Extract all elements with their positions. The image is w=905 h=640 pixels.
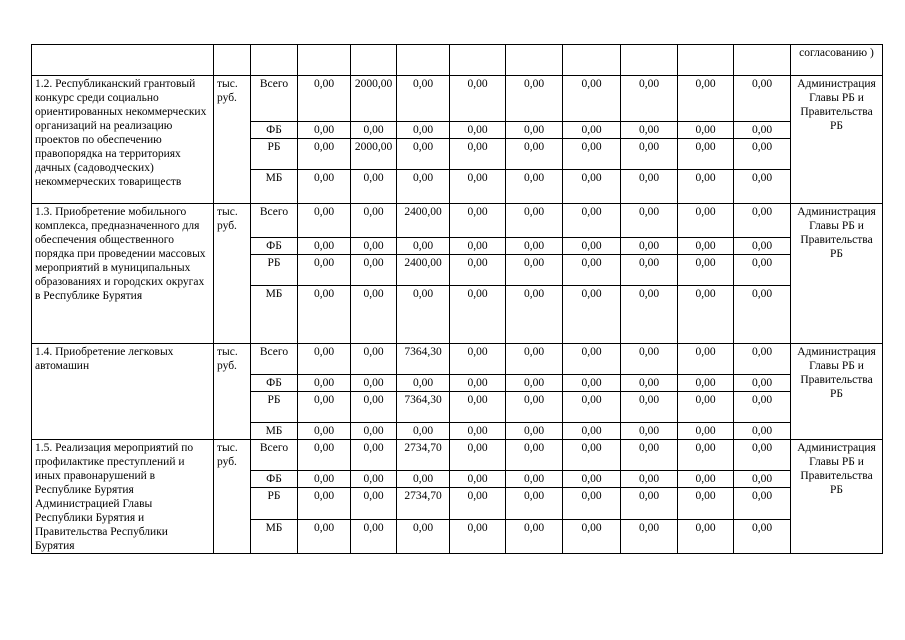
source-label: МБ bbox=[251, 286, 298, 344]
value-cell: 0,00 bbox=[734, 344, 791, 375]
value-cell: 0,00 bbox=[351, 170, 397, 204]
value-cell: 0,00 bbox=[621, 440, 678, 471]
value-cell: 0,00 bbox=[734, 139, 791, 170]
value-cell: 2000,00 bbox=[351, 76, 397, 122]
responsible-cell: Администрация Главы РБ и Правительства РБ bbox=[791, 344, 883, 440]
value-cell: 0,00 bbox=[351, 519, 397, 553]
value-cell: 0,00 bbox=[734, 488, 791, 519]
responsible-cell: Администрация Главы РБ и Правительства РБ bbox=[791, 440, 883, 554]
value-cell: 0,00 bbox=[351, 255, 397, 286]
value-cell: 0,00 bbox=[734, 204, 791, 238]
value-cell: 0,00 bbox=[734, 122, 791, 139]
value-cell: 2400,00 bbox=[397, 255, 450, 286]
value-cell: 0,00 bbox=[450, 440, 506, 471]
value-cell: 0,00 bbox=[506, 122, 563, 139]
table-row bbox=[32, 204, 883, 238]
value-cell: 0,00 bbox=[506, 76, 563, 122]
value-cell: 0,00 bbox=[450, 519, 506, 553]
source-label: ФБ bbox=[251, 122, 298, 139]
source-label: Всего bbox=[251, 440, 298, 471]
value-cell: 0,00 bbox=[450, 255, 506, 286]
value-cell: 0,00 bbox=[734, 255, 791, 286]
value-cell: 0,00 bbox=[450, 139, 506, 170]
source-label: Всего bbox=[251, 344, 298, 375]
value-cell: 7364,30 bbox=[397, 344, 450, 375]
value-cell: 0,00 bbox=[298, 204, 351, 238]
value-cell: 0,00 bbox=[351, 122, 397, 139]
value-cell: 0,00 bbox=[351, 440, 397, 471]
value-cell: 0,00 bbox=[506, 440, 563, 471]
value-cell: 0,00 bbox=[734, 375, 791, 392]
value-cell: 0,00 bbox=[621, 471, 678, 488]
source-label: РБ bbox=[251, 139, 298, 170]
value-cell: 0,00 bbox=[621, 204, 678, 238]
value-cell: 0,00 bbox=[298, 122, 351, 139]
value-cell: 0,00 bbox=[678, 238, 734, 255]
value-cell: 0,00 bbox=[678, 519, 734, 553]
value-cell: 0,00 bbox=[678, 423, 734, 440]
budget-table bbox=[31, 44, 883, 554]
value-cell: 0,00 bbox=[563, 286, 621, 344]
source-label: РБ bbox=[251, 488, 298, 519]
value-cell: 0,00 bbox=[450, 76, 506, 122]
value-cell: 0,00 bbox=[563, 255, 621, 286]
responsible-cell: Администрация Главы РБ и Правительства РБ bbox=[791, 204, 883, 344]
value-cell: 0,00 bbox=[397, 471, 450, 488]
value-cell: 0,00 bbox=[678, 375, 734, 392]
value-cell: 0,00 bbox=[563, 170, 621, 204]
value-cell: 0,00 bbox=[506, 375, 563, 392]
value-cell: 0,00 bbox=[621, 375, 678, 392]
table-row bbox=[32, 344, 883, 375]
value-cell: 0,00 bbox=[678, 139, 734, 170]
value-cell: 0,00 bbox=[621, 238, 678, 255]
value-cell: 0,00 bbox=[450, 375, 506, 392]
value-cell: 0,00 bbox=[351, 286, 397, 344]
value-cell: 0,00 bbox=[621, 170, 678, 204]
value-cell: 0,00 bbox=[298, 471, 351, 488]
value-cell: 0,00 bbox=[351, 375, 397, 392]
value-cell: 0,00 bbox=[621, 344, 678, 375]
value-cell: 0,00 bbox=[563, 519, 621, 553]
value-cell: 0,00 bbox=[397, 286, 450, 344]
value-cell: 0,00 bbox=[678, 344, 734, 375]
value-cell: 0,00 bbox=[506, 204, 563, 238]
value-cell: 0,00 bbox=[506, 519, 563, 553]
value-cell: 0,00 bbox=[678, 440, 734, 471]
value-cell: 0,00 bbox=[351, 392, 397, 423]
value-cell: 0,00 bbox=[734, 471, 791, 488]
measure-name: 1.2. Республиканский грантовый конкурс среди социально ориентированных некоммерческих организаций на реализацию проектов по обеспечению правопорядка на территориях дачных (садоводческих) некоммерческих товариществ bbox=[32, 76, 214, 204]
value-cell: 0,00 bbox=[563, 440, 621, 471]
value-cell: 0,00 bbox=[397, 519, 450, 553]
source-label: МБ bbox=[251, 519, 298, 553]
value-cell: 0,00 bbox=[397, 423, 450, 440]
value-cell: 0,00 bbox=[563, 238, 621, 255]
source-label: Всего bbox=[251, 204, 298, 238]
value-cell: 0,00 bbox=[298, 139, 351, 170]
source-label: ФБ bbox=[251, 375, 298, 392]
unit-cell: тыс. руб. bbox=[214, 344, 251, 440]
value-cell: 0,00 bbox=[621, 139, 678, 170]
value-cell: 0,00 bbox=[563, 139, 621, 170]
value-cell: 0,00 bbox=[450, 238, 506, 255]
value-cell: 0,00 bbox=[298, 286, 351, 344]
table-row bbox=[32, 45, 883, 76]
value-cell: 0,00 bbox=[734, 519, 791, 553]
responsible-cell: Администрация Главы РБ и Правительства РБ bbox=[791, 76, 883, 204]
value-cell: 2000,00 bbox=[351, 139, 397, 170]
value-cell: 0,00 bbox=[351, 238, 397, 255]
value-cell: 0,00 bbox=[298, 375, 351, 392]
value-cell: 0,00 bbox=[734, 170, 791, 204]
value-cell: 0,00 bbox=[506, 286, 563, 344]
value-cell: 0,00 bbox=[298, 170, 351, 204]
value-cell: 0,00 bbox=[621, 76, 678, 122]
source-label: Всего bbox=[251, 76, 298, 122]
value-cell: 0,00 bbox=[450, 392, 506, 423]
value-cell: 2734,70 bbox=[397, 488, 450, 519]
value-cell: 0,00 bbox=[506, 139, 563, 170]
value-cell: 0,00 bbox=[678, 471, 734, 488]
value-cell: 0,00 bbox=[397, 170, 450, 204]
value-cell: 0,00 bbox=[298, 76, 351, 122]
value-cell: 0,00 bbox=[734, 440, 791, 471]
value-cell: 0,00 bbox=[734, 286, 791, 344]
value-cell: 0,00 bbox=[397, 139, 450, 170]
value-cell: 0,00 bbox=[351, 344, 397, 375]
source-label: РБ bbox=[251, 392, 298, 423]
measure-name: 1.4. Приобретение легковых автомашин bbox=[32, 344, 214, 440]
value-cell: 0,00 bbox=[450, 286, 506, 344]
value-cell: 0,00 bbox=[298, 519, 351, 553]
value-cell: 0,00 bbox=[506, 392, 563, 423]
value-cell: 0,00 bbox=[506, 238, 563, 255]
value-cell: 0,00 bbox=[621, 392, 678, 423]
value-cell: 0,00 bbox=[563, 392, 621, 423]
value-cell: 0,00 bbox=[450, 122, 506, 139]
value-cell: 2734,70 bbox=[397, 440, 450, 471]
value-cell: 0,00 bbox=[678, 488, 734, 519]
source-label: МБ bbox=[251, 423, 298, 440]
value-cell: 0,00 bbox=[298, 344, 351, 375]
value-cell: 0,00 bbox=[506, 170, 563, 204]
value-cell: 0,00 bbox=[450, 423, 506, 440]
measure-name: 1.3. Приобретение мобильного комплекса, предназначенного для обеспечения общественного порядка при проведении массовых мероприятий в муниципальных образованиях и городских округах в Республике Бурятия bbox=[32, 204, 214, 344]
value-cell: 0,00 bbox=[563, 204, 621, 238]
value-cell: 0,00 bbox=[678, 170, 734, 204]
value-cell: 0,00 bbox=[298, 440, 351, 471]
value-cell: 0,00 bbox=[621, 423, 678, 440]
value-cell: 0,00 bbox=[506, 488, 563, 519]
value-cell: 0,00 bbox=[734, 76, 791, 122]
value-cell: 0,00 bbox=[678, 204, 734, 238]
value-cell: 0,00 bbox=[563, 344, 621, 375]
value-cell: 0,00 bbox=[563, 76, 621, 122]
value-cell: 0,00 bbox=[678, 255, 734, 286]
value-cell: 0,00 bbox=[298, 392, 351, 423]
source-label: ФБ bbox=[251, 238, 298, 255]
value-cell: 0,00 bbox=[563, 488, 621, 519]
value-cell: 0,00 bbox=[351, 423, 397, 440]
value-cell: 0,00 bbox=[506, 423, 563, 440]
value-cell: 0,00 bbox=[621, 286, 678, 344]
value-cell: 0,00 bbox=[563, 122, 621, 139]
value-cell: 0,00 bbox=[506, 255, 563, 286]
value-cell: 0,00 bbox=[678, 122, 734, 139]
value-cell: 0,00 bbox=[621, 488, 678, 519]
value-cell: 0,00 bbox=[621, 519, 678, 553]
value-cell: 0,00 bbox=[351, 471, 397, 488]
value-cell: 0,00 bbox=[397, 238, 450, 255]
value-cell: 0,00 bbox=[621, 122, 678, 139]
value-cell: 0,00 bbox=[563, 471, 621, 488]
value-cell: 0,00 bbox=[450, 488, 506, 519]
source-label: РБ bbox=[251, 255, 298, 286]
value-cell: 0,00 bbox=[506, 471, 563, 488]
unit-cell: тыс. руб. bbox=[214, 76, 251, 204]
value-cell: 0,00 bbox=[450, 170, 506, 204]
value-cell: 0,00 bbox=[450, 471, 506, 488]
value-cell: 7364,30 bbox=[397, 392, 450, 423]
table-row bbox=[32, 76, 883, 122]
value-cell: 0,00 bbox=[298, 423, 351, 440]
value-cell: 0,00 bbox=[563, 375, 621, 392]
value-cell: 0,00 bbox=[351, 488, 397, 519]
value-cell: 0,00 bbox=[734, 423, 791, 440]
responsible-cell: согласованию ) bbox=[791, 45, 883, 76]
value-cell: 0,00 bbox=[563, 423, 621, 440]
table-row bbox=[32, 440, 883, 471]
value-cell: 0,00 bbox=[298, 488, 351, 519]
value-cell: 0,00 bbox=[397, 76, 450, 122]
value-cell: 0,00 bbox=[298, 238, 351, 255]
value-cell: 0,00 bbox=[397, 375, 450, 392]
value-cell: 0,00 bbox=[351, 204, 397, 238]
source-label: ФБ bbox=[251, 471, 298, 488]
value-cell: 0,00 bbox=[450, 344, 506, 375]
value-cell: 0,00 bbox=[450, 204, 506, 238]
value-cell: 0,00 bbox=[397, 122, 450, 139]
value-cell: 0,00 bbox=[506, 344, 563, 375]
source-label: МБ bbox=[251, 170, 298, 204]
unit-cell: тыс. руб. bbox=[214, 204, 251, 344]
unit-cell: тыс. руб. bbox=[214, 440, 251, 554]
measure-name: 1.5. Реализация мероприятий по профилактике преступлений и иных правонарушений в Республике Бурятия Администрацией Главы Республики Бурятия и Правительства Республики Бурятия bbox=[32, 440, 214, 554]
value-cell: 0,00 bbox=[678, 76, 734, 122]
value-cell: 0,00 bbox=[734, 392, 791, 423]
value-cell: 0,00 bbox=[678, 286, 734, 344]
value-cell: 0,00 bbox=[734, 238, 791, 255]
value-cell: 2400,00 bbox=[397, 204, 450, 238]
value-cell: 0,00 bbox=[621, 255, 678, 286]
value-cell: 0,00 bbox=[678, 392, 734, 423]
value-cell: 0,00 bbox=[298, 255, 351, 286]
